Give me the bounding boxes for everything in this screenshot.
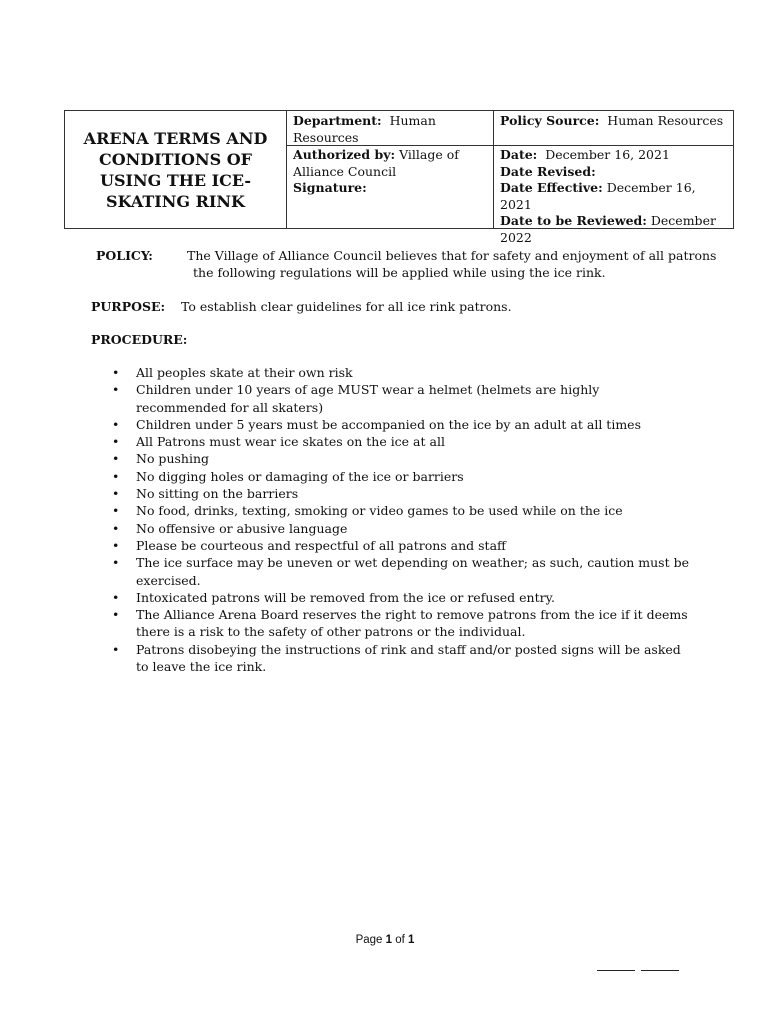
list-item (112, 364, 692, 381)
procedure-list (112, 364, 692, 675)
bullet-icon: • (112, 537, 120, 553)
policy-text-line1: The Village of Alliance Council believes that for safety and enjoyment of all patrons (187, 248, 717, 263)
list-item (112, 606, 692, 641)
list-item-text: No food, drinks, texting, smoking or video games to be used while on the ice (136, 503, 623, 519)
bullet-icon: • (112, 365, 120, 380)
list-item (112, 468, 692, 485)
bullet-icon: • (112, 589, 120, 605)
date-revised-label: Date Revised: (500, 163, 596, 179)
policy-source-value: Human Resources (607, 113, 724, 128)
initial-line-2 (641, 970, 679, 971)
dates-cell (494, 146, 733, 245)
bullet-icon: • (112, 520, 120, 536)
list-item (112, 416, 692, 433)
bullet-icon: • (112, 486, 120, 502)
authorized-by-label: Authorized by: (293, 147, 396, 162)
policy-text-line2: the following regulations will be applied while using the ice rink. (193, 265, 606, 280)
authorized-by-value: Village of Alliance Council (293, 147, 459, 179)
procedure-label: PROCEDURE: (91, 332, 188, 347)
list-item-text: No pushing (136, 451, 210, 467)
list-item (112, 450, 692, 467)
department-value: Human Resources (293, 113, 436, 145)
policy-source-label: Policy Source: (500, 113, 600, 128)
list-item (112, 485, 692, 502)
bullet-icon: • (112, 416, 120, 432)
list-item (112, 381, 692, 416)
bullet-icon: • (112, 503, 120, 519)
list-item-text: Please be courteous and respectful of all patrons and staff (136, 537, 506, 553)
list-item (112, 554, 692, 589)
policy-label: POLICY: (96, 248, 153, 263)
list-item-text: No sitting on the barriers (136, 486, 299, 502)
list-item-text: Children under 10 years of age MUST wear a helmet (helmets are highly recommended for all skaters) (136, 382, 600, 415)
page-total: 1 (408, 934, 415, 946)
list-item (112, 520, 692, 537)
list-item-text: Patrons disobeying the instructions of rink and staff and/or posted signs will be asked to leave the ice rink. (136, 641, 681, 675)
bullet-icon: • (112, 607, 120, 623)
date-effective-line (500, 180, 727, 213)
purpose-label: PURPOSE: (91, 299, 166, 314)
title-cell (65, 111, 287, 228)
bullet-icon: • (112, 382, 120, 398)
page-number (0, 934, 770, 946)
purpose-text: To establish clear guidelines for all ice rink patrons. (181, 299, 512, 314)
date-line (500, 147, 727, 164)
date-label: Date: (500, 147, 538, 162)
list-item (112, 537, 692, 554)
bullet-icon: • (112, 468, 120, 484)
date-reviewed-value: December 2022 (500, 213, 716, 245)
list-item (112, 433, 692, 450)
authorized-by-line (293, 147, 487, 180)
list-item (112, 641, 692, 676)
initial-line-1 (597, 970, 635, 971)
list-item (112, 589, 692, 606)
document-title: ARENA TERMS AND CONDITIONS OF USING THE ICE-SKATING RINK (83, 128, 268, 211)
bullet-icon: • (112, 641, 120, 657)
list-item (112, 502, 692, 519)
list-item-text: No offensive or abusive language (136, 520, 348, 536)
bullet-icon: • (112, 434, 120, 450)
list-item-text: The ice surface may be uneven or wet depending on weather; as such, caution must be exercised. (136, 555, 689, 588)
date-value: December 16, 2021 (545, 147, 670, 162)
date-effective-value: December 16, 2021 (500, 180, 696, 212)
date-effective-label: Date Effective: (500, 180, 603, 195)
bullet-icon: • (112, 451, 120, 467)
page-word: Page (355, 934, 383, 946)
list-item-text: All Patrons must wear ice skates on the ice at all (136, 434, 445, 450)
list-item-text: The Alliance Arena Board reserves the right to remove patrons from the ice if it deems there is a risk to the safety of other patrons or the individual. (136, 607, 688, 640)
signature-line (293, 180, 487, 197)
list-item-text: All peoples skate at their own risk (136, 365, 353, 380)
department-label: Department: (293, 113, 382, 128)
policy-header-table (64, 110, 734, 245)
bullet-icon: • (112, 555, 120, 571)
list-item-text: Intoxicated patrons will be removed from the ice or refused entry. (136, 589, 555, 605)
date-reviewed-line (500, 213, 727, 246)
date-revised-line (500, 164, 727, 181)
list-item-text: No digging holes or damaging of the ice or barriers (136, 468, 464, 484)
date-reviewed-label: Date to be Reviewed: (500, 213, 647, 228)
policy-source-cell (494, 111, 733, 146)
signature-label: Signature: (293, 180, 367, 195)
department-cell (287, 111, 494, 146)
page-current: 1 (385, 934, 393, 946)
page-of: of (395, 934, 405, 946)
authorization-cell (287, 146, 494, 228)
list-item-text: Children under 5 years must be accompanied on the ice by an adult at all times (136, 416, 641, 432)
